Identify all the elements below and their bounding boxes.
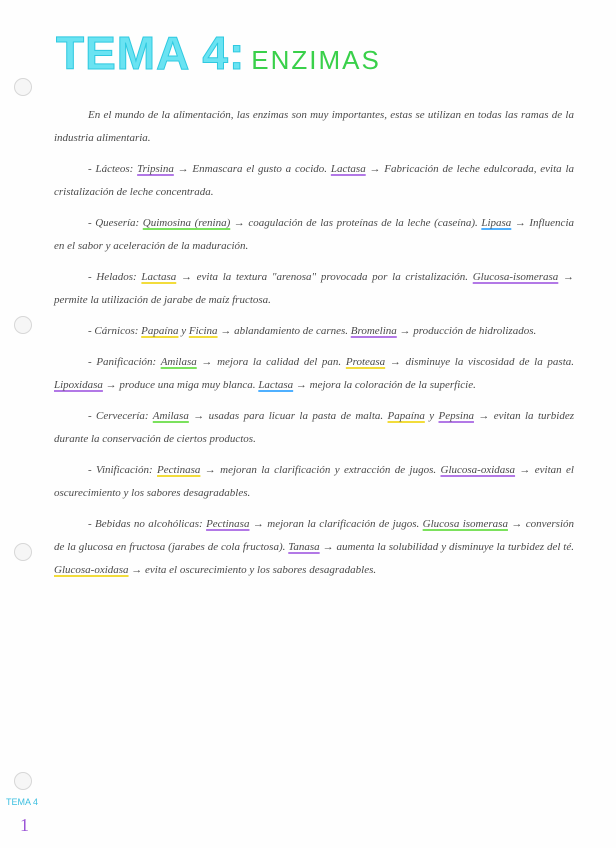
enzyme-term: Tripsina (137, 163, 174, 175)
enzyme-term: Pectinasa (206, 518, 250, 530)
section-text: → Fabricación de leche edulcorada, evita la cristalización de leche concentrada. (54, 163, 575, 198)
section-quesos (54, 212, 574, 258)
section-text: y (424, 410, 439, 422)
notes-body (54, 104, 574, 590)
enzyme-term: Pepsina (438, 410, 474, 422)
enzyme-term: Lactasa (258, 379, 294, 391)
enzyme-term: Papaína (141, 325, 179, 337)
enzyme-term: Lactasa (141, 271, 177, 283)
section-text: → evitan la turbidez durante la conservación de ciertos productos. (54, 410, 574, 445)
title-main: TEMA 4: (56, 27, 246, 79)
section-cerveceria (54, 405, 574, 451)
section-text: → usadas para licuar la pasta de malta. (188, 410, 388, 422)
section-text: → disminuye la viscosidad de la pasta. (385, 356, 574, 368)
section-text: - Bebidas no alcohólicas: (88, 518, 207, 530)
section-panificacion (54, 351, 574, 397)
intro-paragraph: En el mundo de la alimentación, las enzimas son muy importantes, estas se utilizan en todas las ramas de la industria alimentaria. (54, 109, 574, 144)
section-text: → evita el oscurecimiento y los sabores desagradables. (128, 564, 377, 576)
section-text: - Lácteos: (88, 163, 138, 175)
section-text: → ablandamiento de carnes. (217, 325, 351, 337)
section-text: - Helados: (88, 271, 142, 283)
section-list (54, 158, 574, 582)
section-text: → Influencia en el sabor y aceleración de la maduración. (54, 217, 574, 252)
enzyme-term: Tanasa (288, 541, 320, 553)
section-helados (54, 266, 574, 312)
enzyme-term: Ficina (188, 325, 218, 337)
section-text: → mejoran la clarificación y extracción de jugos. (200, 464, 441, 476)
enzyme-term: Lipasa (481, 217, 512, 229)
section-text: → permite la utilización de jarabe de maíz fructosa. (54, 271, 574, 306)
enzyme-term: Amilasa (152, 410, 189, 422)
enzyme-term: Amilasa (160, 356, 197, 368)
footer-tag: TEMA 4 (6, 797, 39, 807)
section-text: - Vinificación: (88, 464, 158, 476)
binder-hole (14, 543, 32, 561)
section-text: - Quesería: (88, 217, 143, 229)
binder-hole (14, 78, 32, 96)
section-text: - Cervecería: (88, 410, 153, 422)
section-text: → mejoran la clarificación de jugos. (249, 518, 423, 530)
section-text: → coagulación de las proteínas de la leche (caseína). (230, 217, 482, 229)
binder-hole (14, 772, 32, 790)
page-title (56, 27, 381, 79)
enzyme-term: Proteasa (345, 356, 386, 368)
section-text: → conversión de la glucosa en fructosa (jarabes de cola fructosa). (54, 518, 575, 553)
enzyme-term: Glucosa-oxidasa (440, 464, 516, 476)
enzyme-term: Papaína (387, 410, 425, 422)
page-number: 1 (20, 815, 29, 835)
enzyme-term: Glucosa isomerasa (422, 518, 508, 530)
enzyme-term: Lactasa (330, 163, 366, 175)
section-text: → produce una miga muy blanca. (102, 379, 259, 391)
section-text: → evitan el oscurecimiento y los sabores desagradables. (54, 464, 574, 499)
title-subtitle: ENZIMAS (251, 44, 381, 75)
enzyme-term: Lipoxidasa (54, 379, 103, 391)
section-lacteos (54, 158, 574, 204)
section-text: - Cárnicos: (88, 325, 142, 337)
section-carnes (54, 320, 574, 343)
section-bebidas (54, 513, 574, 582)
enzyme-term: Glucosa-isomerasa (472, 271, 559, 283)
section-text: → mejora la calidad del pan. (196, 356, 346, 368)
enzyme-term: Glucosa-oxidasa (54, 564, 129, 576)
section-text: - Panificación: (88, 356, 161, 368)
section-text: → aumenta la solubilidad y disminuye la turbidez del té. (319, 541, 574, 553)
section-text: → mejora la coloración de la superficie. (293, 379, 476, 391)
enzyme-term: Quimosina (renina) (142, 217, 231, 229)
section-vinificacion (54, 459, 574, 505)
section-text: y (178, 325, 189, 337)
binder-hole (14, 316, 32, 334)
enzyme-term: Pectinasa (157, 464, 201, 476)
enzyme-term: Bromelina (350, 325, 397, 337)
section-text: → Enmascara el gusto a cocido. (173, 163, 331, 175)
section-text: → evita la textura "arenosa" provocada por la cristalización. (176, 271, 473, 283)
section-text: → producción de hidrolizados. (396, 325, 537, 337)
